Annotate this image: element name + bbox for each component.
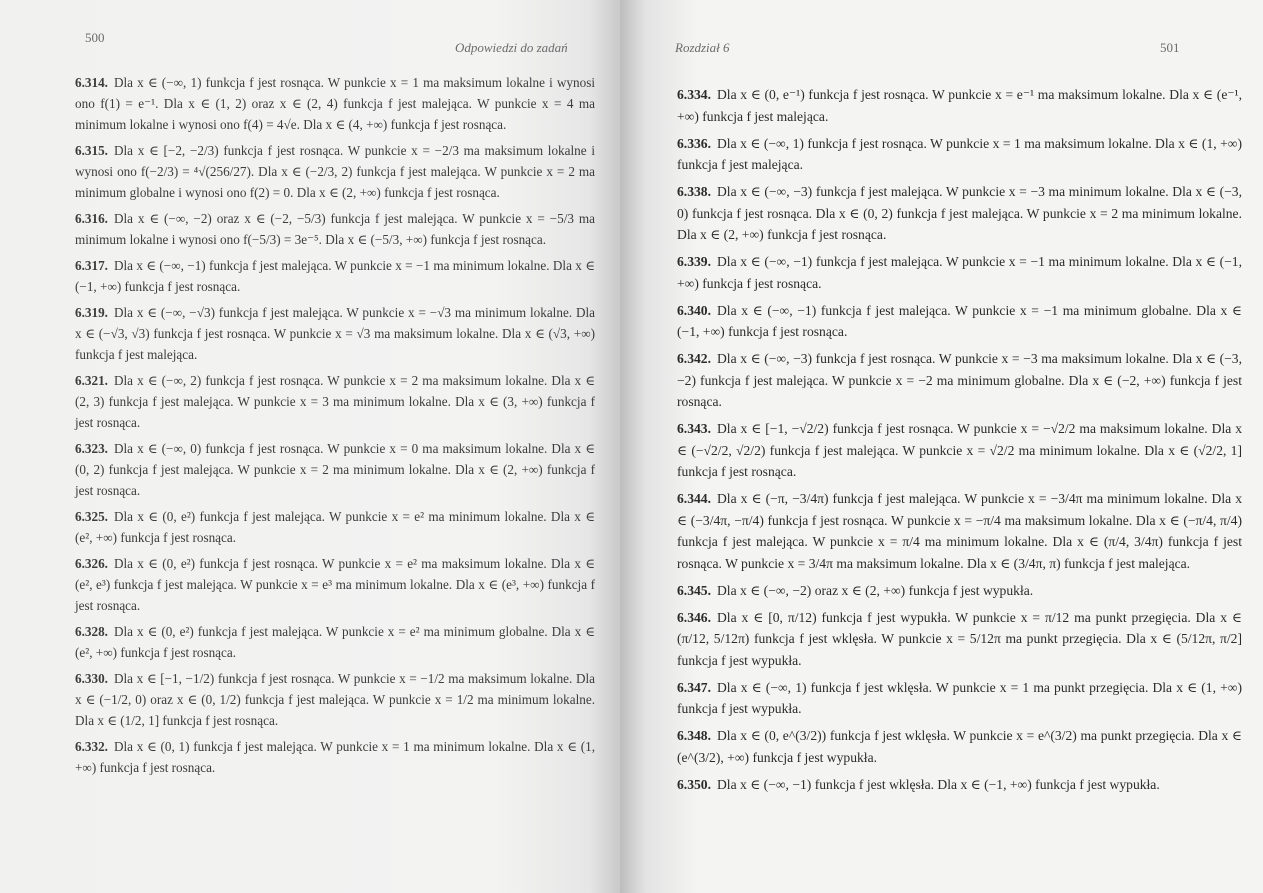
answer-text: Dla x ∈ (−∞, −1) funkcja f jest malejąca. W punkcie x = −1 ma minimum lokalne. Dla x ∈ (−1, +∞) funkcja f jest rosnąca. [75,258,595,294]
answer-number: 6.316. [75,211,108,226]
answer-number: 6.342. [677,351,711,366]
page-number: 501 [1160,40,1180,55]
answer-entry [677,677,1242,720]
answer-text: Dla x ∈ [−2, −2/3) funkcja f jest rosnąca. W punkcie x = −2/3 ma maksimum lokalne i wynosi ono f(−2/3) = ⁴√(256/27). Dla x ∈ (−2/3, 2) funkcja f jest malejąca. W punkcie x = 2 ma minimum globalne i wynosi ono f(2) = 0. Dla x ∈ (2, +∞) funkcja f jest rosnąca. [75,143,595,200]
answer-number: 6.315. [75,143,108,158]
answer-text: Dla x ∈ (0, e²) funkcja f jest malejąca. W punkcie x = e² ma minimum globalne. Dla x ∈ (e², +∞) funkcja f jest rosnąca. [75,624,595,660]
answer-number: 6.330. [75,671,108,686]
answer-entry [75,370,595,433]
answer-number: 6.334. [677,87,711,102]
left-page [0,0,620,893]
answer-entry [75,736,595,778]
answer-entry [75,438,595,501]
answer-entry [677,725,1242,768]
answer-entry [75,668,595,731]
answer-text: Dla x ∈ [0, π/12) funkcja f jest wypukła. W punkcie x = π/12 ma punkt przegięcia. Dla x ∈ (π/12, 5/12π) funkcja f jest wklęsła. W punkcie x = 5/12π ma punkt przegięcia. Dla x ∈ (5/12π, π/2] funkcja f jest wypukła. [677,609,1242,668]
answer-number: 6.317. [75,258,108,273]
answer-text: Dla x ∈ (−∞, −3) funkcja f jest malejąca. W punkcie x = −3 ma minimum lokalne. Dla x ∈ (−3, 0) funkcja f jest rosnąca. Dla x ∈ (0, 2) funkcja f jest malejąca. W punkcie x = 2 ma minimum lokalne. Dla x ∈ (2, +∞) funkcja f jest rosnąca. [677,184,1242,242]
answer-list [75,72,595,783]
answer-text: Dla x ∈ (−∞, 2) funkcja f jest rosnąca. W punkcie x = 2 ma maksimum lokalne. Dla x ∈ (2, 3) funkcja f jest malejąca. W punkcie x = 3 ma minimum lokalne. Dla x ∈ (3, +∞) funkcja f jest rosnąca. [75,373,595,430]
answer-entry [75,621,595,663]
answer-number: 6.339. [677,254,711,269]
answer-entry [677,418,1242,483]
answer-number: 6.346. [677,609,711,625]
page-number: 500 [85,30,105,45]
answer-number: 6.328. [75,624,108,639]
answer-number: 6.343. [677,421,711,436]
answer-text: Dla x ∈ (−∞, 1) funkcja f jest rosnąca. W punkcie x = 1 ma maksimum lokalne i wynosi ono f(1) = e⁻¹. Dla x ∈ (1, 2) oraz x ∈ (2, 4) funkcja f jest malejąca. W punkcie x = 4 ma minimum lokalne i wynosi ono f(4) = 4√e. Dla x ∈ (4, +∞) funkcja f jest rosnąca. [75,75,595,132]
answer-number: 6.321. [75,373,108,388]
answer-number: 6.326. [75,556,108,571]
answer-entry [677,251,1242,294]
running-title: Odpowiedzi do zadań [455,40,568,55]
answer-text: Dla x ∈ (−∞, −2) oraz x ∈ (−2, −5/3) funkcja f jest malejąca. W punkcie x = −5/3 ma minimum lokalne i wynosi ono f(−5/3) = 3e⁻⁵. Dla x ∈ (−5/3, +∞) funkcja f jest rosnąca. [75,211,595,247]
answer-text: Dla x ∈ (0, e²) funkcja f jest rosnąca. W punkcie x = e² ma maksimum lokalne. Dla x ∈ (e², e³) funkcja f jest malejąca. W punkcie x = e³ ma minimum lokalne. Dla x ∈ (e³, +∞) funkcja f jest rosnąca. [75,556,595,613]
answer-entry [75,553,595,616]
answer-number: 6.350. [677,776,711,792]
right-page [620,0,1263,893]
answer-entry [677,300,1242,343]
answer-entry [677,580,1242,602]
answer-text: Dla x ∈ [−1, −1/2) funkcja f jest rosnąca. W punkcie x = −1/2 ma maksimum lokalne. Dla x ∈ (−1/2, 0) oraz x ∈ (0, 1/2) funkcja f jest malejąca. W punkcie x = 1/2 ma minimum lokalne. Dla x ∈ (1/2, 1] funkcja f jest rosnąca. [75,671,595,728]
answer-number: 6.332. [75,739,108,754]
answer-number: 6.325. [75,509,108,524]
running-title: Rozdział 6 [675,40,730,55]
answer-text: Dla x ∈ (−∞, −3) funkcja f jest rosnąca. W punkcie x = −3 ma maksimum lokalne. Dla x ∈ (−3, −2) funkcja f jest malejąca. W punkcie x = −2 ma minimum globalne. Dla x ∈ (−2, +∞) funkcja f jest rosnąca. [677,351,1242,409]
answer-text: Dla x ∈ (−∞, 0) funkcja f jest rosnąca. W punkcie x = 0 ma maksimum lokalne. Dla x ∈ (0, 2) funkcja f jest malejąca. W punkcie x = 2 ma minimum lokalne. Dla x ∈ (2, +∞) funkcja f jest rosnąca. [75,441,595,498]
answer-entry [677,348,1242,413]
answer-number: 6.344. [677,491,711,506]
answer-text: Dla x ∈ (−∞, −2) oraz x ∈ (2, +∞) funkcja f jest wypukła. [716,582,1034,598]
answer-number: 6.345. [677,582,711,598]
answer-number: 6.340. [677,302,711,318]
answer-entry [75,506,595,548]
answer-number: 6.347. [677,679,711,695]
answer-text: Dla x ∈ (−∞, −1) funkcja f jest wklęsła. Dla x ∈ (−1, +∞) funkcja f jest wypukła. [716,776,1160,792]
answer-number: 6.348. [677,728,711,743]
answer-text: Dla x ∈ (0, 1) funkcja f jest malejąca. W punkcie x = 1 ma minimum lokalne. Dla x ∈ (1, +∞) funkcja f jest rosnąca. [75,739,595,775]
answer-entry [677,181,1242,246]
answer-entry [677,488,1242,574]
answer-text: Dla x ∈ (0, e⁻¹) funkcja f jest rosnąca. W punkcie x = e⁻¹ ma maksimum lokalne. Dla x ∈ (e⁻¹, +∞) funkcja f jest malejąca. [677,87,1242,124]
answer-number: 6.319. [75,305,108,320]
answer-entry [677,84,1242,127]
answer-text: Dla x ∈ (−∞, 1) funkcja f jest rosnąca. W punkcie x = 1 ma maksimum lokalne. Dla x ∈ (1, +∞) funkcja f jest malejąca. [677,135,1242,172]
answer-number: 6.336. [677,135,711,151]
answer-entry [677,133,1242,176]
answer-text: Dla x ∈ (−π, −3/4π) funkcja f jest malejąca. W punkcie x = −3/4π ma minimum lokalne. Dla x ∈ (−3/4π, −π/4) funkcja f jest rosnąca. W punkcie x = −π/4 ma maksimum lokalne. Dla x ∈ (−π/4, π/4) funkcja f jest malejąca. W punkcie x = π/4 ma minimum lokalne. Dla x ∈ (π/4, 3/4π) funkcja f jest rosnąca. W punkcie x = 3/4π ma maksimum lokalne. Dla x ∈ (3/4π, π) funkcja f jest malejąca. [677,491,1242,571]
answer-entry [75,255,595,297]
answer-text: Dla x ∈ (−∞, −1) funkcja f jest malejąca. W punkcie x = −1 ma minimum lokalne. Dla x ∈ (−1, +∞) funkcja f jest rosnąca. [677,254,1242,291]
answer-entry [677,774,1242,796]
answer-number: 6.314. [75,75,108,90]
answer-text: Dla x ∈ (−∞, −1) funkcja f jest malejąca. W punkcie x = −1 ma minimum globalne. Dla x ∈ (−1, +∞) funkcja f jest rosnąca. [677,302,1242,339]
answer-text: Dla x ∈ (0, e^(3/2)) funkcja f jest wklęsła. W punkcie x = e^(3/2) ma punkt przegięcia. Dla x ∈ (e^(3/2), +∞) funkcja f jest wypukła. [677,728,1242,765]
answer-text: Dla x ∈ [−1, −√2/2) funkcja f jest rosnąca. W punkcie x = −√2/2 ma maksimum lokalne. Dla x ∈ (−√2/2, √2/2) funkcja f jest malejąca. W punkcie x = √2/2 ma minimum lokalne. Dla x ∈ (√2/2, 1] funkcja f jest rosnąca. [677,421,1242,479]
answer-entry [75,72,595,135]
answer-text: Dla x ∈ (−∞, −√3) funkcja f jest malejąca. W punkcie x = −√3 ma minimum lokalne. Dla x ∈ (−√3, √3) funkcja f jest rosnąca. W punkcie x = √3 ma maksimum lokalne. Dla x ∈ (√3, +∞) funkcja f jest malejąca. [75,305,595,362]
answer-number: 6.338. [677,184,711,199]
answer-entry [75,302,595,365]
answer-text: Dla x ∈ (0, e²) funkcja f jest malejąca. W punkcie x = e² ma minimum lokalne. Dla x ∈ (e², +∞) funkcja f jest rosnąca. [75,509,595,545]
answer-number: 6.323. [75,441,108,456]
answer-entry [75,140,595,203]
answer-entry [75,208,595,250]
answer-text: Dla x ∈ (−∞, 1) funkcja f jest wklęsła. W punkcie x = 1 ma punkt przegięcia. Dla x ∈ (1, +∞) funkcja f jest wypukła. [677,679,1242,716]
answer-list [677,84,1242,801]
answer-entry [677,607,1242,672]
